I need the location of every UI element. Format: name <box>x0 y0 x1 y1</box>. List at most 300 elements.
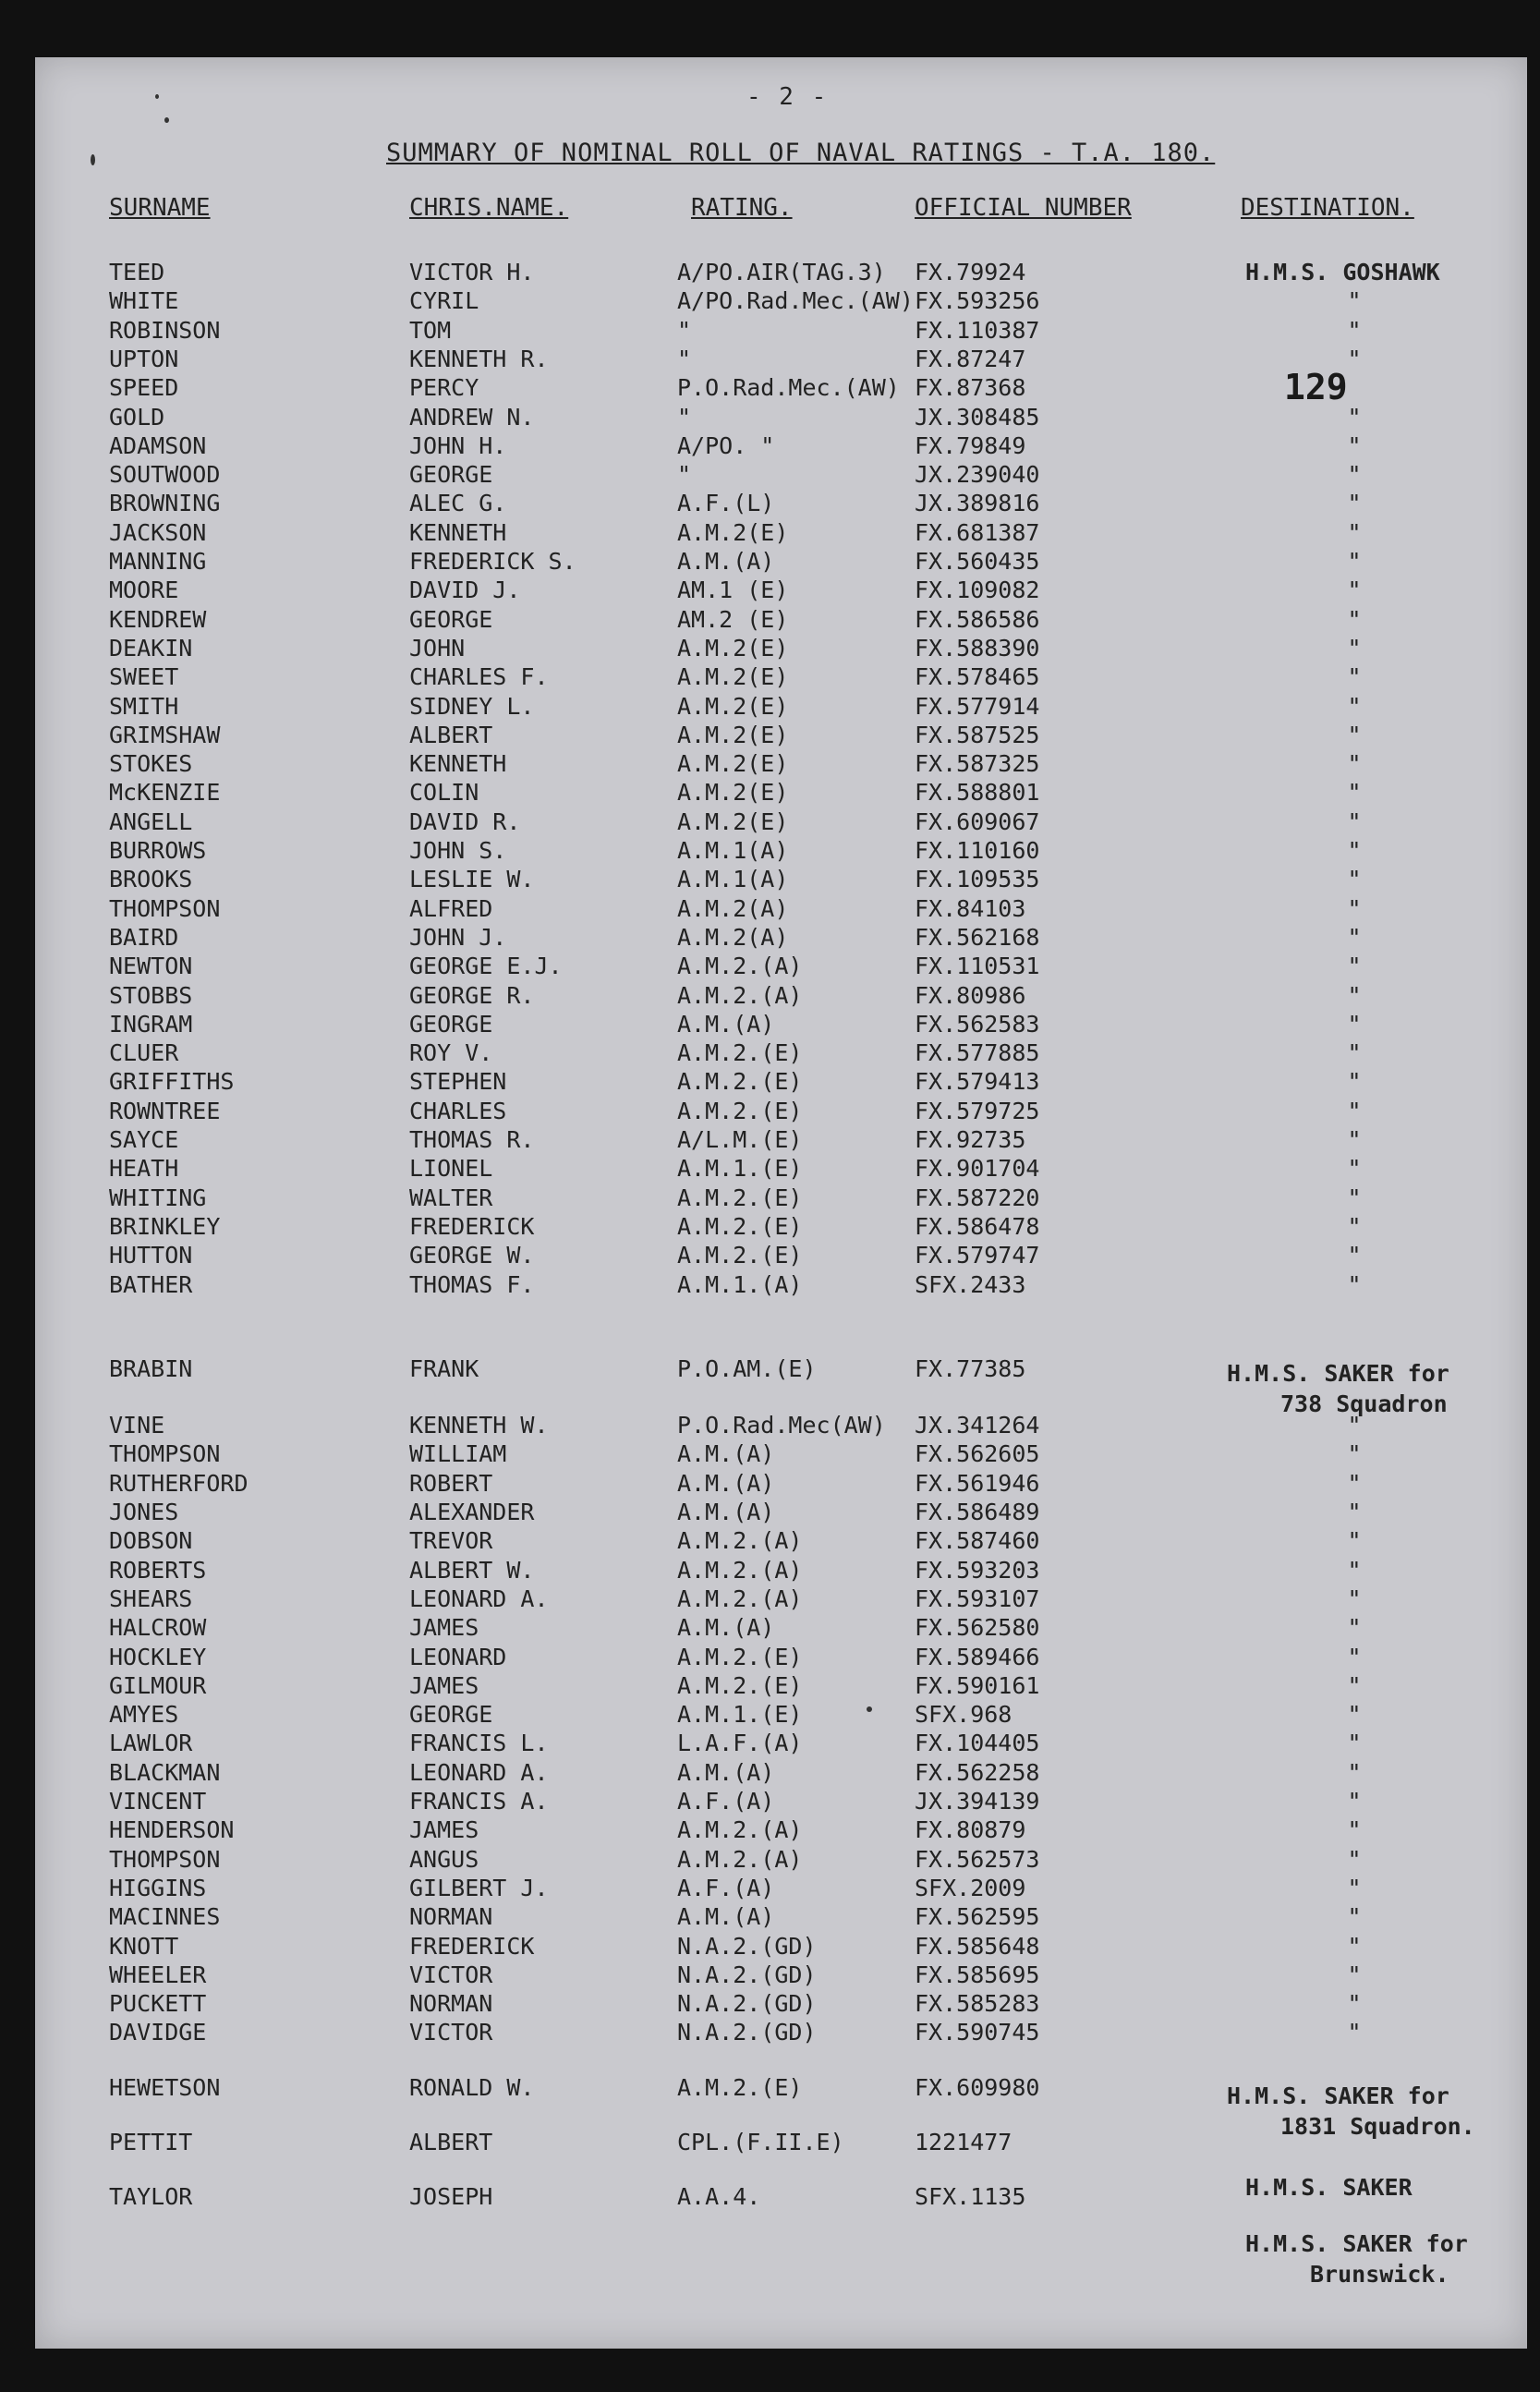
surname-cell: WHEELER <box>109 1961 207 1988</box>
table-row <box>35 1875 1527 1903</box>
official-number-cell: FX.92735 <box>915 1126 1026 1153</box>
rating-cell: P.O.Rad.Mec.(AW) <box>677 374 900 402</box>
christian-name-cell: LEONARD <box>409 1643 507 1670</box>
surname-cell: LAWLOR <box>109 1730 193 1757</box>
rating-cell: A/PO.AIR(TAG.3) <box>677 259 886 285</box>
destination-cell: " <box>1347 431 1362 459</box>
official-number-cell: FX.562573 <box>915 1845 1040 1873</box>
destination-cell: H.M.S. GOSHAWK <box>1245 259 1440 285</box>
table-row <box>35 1184 1527 1213</box>
christian-name-cell: LEONARD A. <box>409 1585 549 1612</box>
table-row <box>35 866 1527 894</box>
christian-name-cell: PERCY <box>409 374 479 402</box>
destination-cell: " <box>1347 1556 1362 1584</box>
destination-cell: " <box>1347 837 1362 864</box>
destination-saker-brunswick <box>1245 2228 1468 2289</box>
official-number-cell: FX.84103 <box>915 894 1026 922</box>
official-number-cell: FX.77385 <box>915 1354 1026 1382</box>
official-number-cell: FX.587460 <box>915 1527 1040 1555</box>
surname-cell: ROBINSON <box>109 316 221 344</box>
table-row <box>35 1585 1527 1614</box>
surname-cell: WHITE <box>109 287 179 315</box>
rating-cell: A.M.(A) <box>677 1758 775 1786</box>
christian-name-cell: ALEC G. <box>409 490 507 517</box>
table-row <box>35 548 1527 577</box>
christian-name-cell: FREDERICK <box>409 1212 535 1240</box>
rating-cell: A.F.(A) <box>677 1788 775 1815</box>
speck <box>867 1706 872 1712</box>
official-number-cell: FX.80879 <box>915 1816 1026 1844</box>
rating-cell: A.M.2(E) <box>677 779 789 807</box>
table-row <box>35 317 1527 346</box>
destination-line: H.M.S. SAKER <box>1245 2174 1413 2201</box>
surname-cell: DAVIDGE <box>109 2019 207 2046</box>
christian-name-cell: KENNETH R. <box>409 345 549 372</box>
surname-cell: KNOTT <box>109 1932 179 1960</box>
table-row <box>35 1242 1527 1270</box>
official-number-cell: FX.562258 <box>915 1758 1040 1786</box>
destination-cell: " <box>1347 605 1362 633</box>
christian-name-cell: VICTOR <box>409 1961 493 1988</box>
destination-cell: " <box>1347 1499 1362 1525</box>
surname-cell: DEAKIN <box>109 634 193 662</box>
table-row <box>35 635 1527 663</box>
christian-name-cell: CHARLES <box>409 1097 507 1124</box>
surname-cell: HENDERSON <box>109 1816 235 1844</box>
official-number-cell: FX.585283 <box>915 1990 1040 2018</box>
surname-cell: SAYCE <box>109 1126 179 1153</box>
surname-cell: UPTON <box>109 345 179 372</box>
table-row <box>35 1039 1527 1068</box>
destination-cell: " <box>1347 953 1362 980</box>
surname-cell: THOMPSON <box>109 894 221 922</box>
official-number-cell: FX.109535 <box>915 866 1040 893</box>
official-number-cell: JX.239040 <box>915 461 1040 489</box>
table-row <box>35 693 1527 722</box>
rating-cell: A.M.2(E) <box>677 518 789 546</box>
christian-name-cell: LEONARD A. <box>409 1758 549 1786</box>
rating-cell: A.M.(A) <box>677 1469 775 1497</box>
surname-cell: HUTTON <box>109 1242 193 1269</box>
surname-cell: PETTIT <box>109 2129 193 2155</box>
christian-name-cell: WALTER <box>409 1184 493 1211</box>
surname-cell: JONES <box>109 1499 179 1525</box>
rating-cell: A.M.1(A) <box>677 837 789 864</box>
destination-cell: " <box>1347 1730 1362 1757</box>
christian-name-cell: FREDERICK S. <box>409 548 576 575</box>
table-row <box>35 1644 1527 1672</box>
table-row <box>35 606 1527 635</box>
surname-cell: McKENZIE <box>109 779 221 807</box>
table-row <box>35 461 1527 490</box>
rating-cell: A.M.2.(A) <box>677 1845 803 1873</box>
rating-cell: P.O.Rad.Mec(AW) <box>677 1412 886 1439</box>
destination-cell: " <box>1347 894 1362 922</box>
surname-cell: WHITING <box>109 1184 207 1211</box>
page-title <box>386 139 1215 167</box>
rating-cell: A.M.2.(E) <box>677 1039 803 1067</box>
rating-cell: A.M.2(A) <box>677 923 789 951</box>
page-number: - 2 - <box>746 83 829 111</box>
destination-line: 738 Squadron <box>1280 1390 1448 1417</box>
rating-cell: A.M.1(A) <box>677 866 789 893</box>
official-number-cell: FX.562605 <box>915 1440 1040 1468</box>
christian-name-cell: KENNETH <box>409 518 507 546</box>
christian-name-cell: THOMAS F. <box>409 1270 535 1298</box>
destination-cell: " <box>1347 1932 1362 1960</box>
table-row <box>35 953 1527 981</box>
table-row <box>35 837 1527 866</box>
christian-name-cell: THOMAS R. <box>409 1126 535 1153</box>
surname-cell: STOBBS <box>109 981 193 1009</box>
official-number-cell: JX.341264 <box>915 1412 1040 1439</box>
official-number-cell: FX.79849 <box>915 431 1026 459</box>
table-row <box>35 1011 1527 1039</box>
surname-cell: BRABIN <box>109 1354 193 1382</box>
rating-cell: A.M.1.(E) <box>677 1155 803 1183</box>
rating-cell: " <box>677 345 692 372</box>
official-number-cell: FX.593256 <box>915 287 1040 315</box>
rating-cell: A.M.2(E) <box>677 692 789 720</box>
table-row <box>35 1440 1527 1469</box>
rating-cell: A.M.2.(E) <box>677 1671 803 1699</box>
christian-name-cell: STEPHEN <box>409 1068 507 1096</box>
rating-cell: " <box>677 461 692 489</box>
christian-name-cell: ALBERT W. <box>409 1556 535 1584</box>
surname-cell: THOMPSON <box>109 1845 221 1873</box>
surname-cell: ROBERTS <box>109 1556 207 1584</box>
christian-name-cell: ROY V. <box>409 1039 493 1067</box>
destination-cell: " <box>1347 1874 1362 1901</box>
surname-cell: GRIMSHAW <box>109 721 221 748</box>
surname-cell: GILMOUR <box>109 1671 207 1699</box>
surname-cell: HEATH <box>109 1155 179 1183</box>
destination-cell: " <box>1347 1068 1362 1096</box>
surname-cell: SMITH <box>109 692 179 720</box>
christian-name-cell: ALFRED <box>409 894 493 922</box>
destination-cell: " <box>1347 1242 1362 1269</box>
official-number-cell: 1221477 <box>915 2129 1013 2155</box>
table-row <box>35 1933 1527 1961</box>
speck <box>164 117 169 123</box>
rating-cell: A.M.2.(E) <box>677 1643 803 1670</box>
official-number-cell: FX.578465 <box>915 663 1040 691</box>
official-number-cell: FX.577914 <box>915 692 1040 720</box>
surname-cell: INGRAM <box>109 1010 193 1038</box>
surname-cell: ADAMSON <box>109 431 207 459</box>
surname-cell: VINE <box>109 1412 165 1439</box>
rating-cell: A.M.(A) <box>677 548 775 575</box>
table-row <box>35 1730 1527 1758</box>
destination-cell: " <box>1347 518 1362 546</box>
official-number-cell: FX.585648 <box>915 1932 1040 1960</box>
table-row <box>35 1098 1527 1126</box>
destination-cell: " <box>1347 1039 1362 1067</box>
official-number-cell: FX.110387 <box>915 316 1040 344</box>
destination-cell: " <box>1347 1155 1362 1183</box>
official-number-cell: SFX.2433 <box>915 1270 1026 1298</box>
surname-cell: BURROWS <box>109 837 207 864</box>
surname-cell: HIGGINS <box>109 1874 207 1901</box>
official-number-cell: FX.560435 <box>915 548 1040 575</box>
official-number-cell: FX.109082 <box>915 577 1040 604</box>
christian-name-cell: GEORGE E.J. <box>409 953 563 980</box>
header-christian-name: CHRIS.NAME. <box>409 194 569 222</box>
rating-cell: A.F.(L) <box>677 490 775 517</box>
surname-cell: VINCENT <box>109 1788 207 1815</box>
rating-cell: A.M.(A) <box>677 1614 775 1642</box>
table-row <box>35 924 1527 953</box>
rating-cell: A.M.2.(E) <box>677 2073 803 2101</box>
destination-cell: " <box>1347 923 1362 951</box>
destination-cell: " <box>1347 721 1362 748</box>
destination-line: Brunswick. <box>1310 2261 1449 2288</box>
destination-line: H.M.S. SAKER for <box>1227 2082 1449 2109</box>
christian-name-cell: TREVOR <box>409 1527 493 1555</box>
rating-cell: A.M.1.(A) <box>677 1270 803 1298</box>
official-number-cell: FX.593107 <box>915 1585 1040 1612</box>
christian-name-cell: GEORGE <box>409 605 493 633</box>
destination-cell: " <box>1347 1845 1362 1873</box>
surname-cell: SHEARS <box>109 1585 193 1612</box>
surname-cell: PUCKETT <box>109 1990 207 2018</box>
table-row <box>35 1155 1527 1184</box>
rating-cell: N.A.2.(GD) <box>677 1932 817 1960</box>
official-number-cell: FX.562583 <box>915 1010 1040 1038</box>
rating-cell: A.M.2.(A) <box>677 1556 803 1584</box>
official-number-cell: SFX.2009 <box>915 1874 1026 1901</box>
official-number-cell: FX.87247 <box>915 345 1026 372</box>
official-number-cell: FX.590745 <box>915 2019 1040 2046</box>
destination-cell: " <box>1347 1585 1362 1612</box>
destination-cell: " <box>1347 1097 1362 1124</box>
table-row <box>35 259 1527 287</box>
christian-name-cell: JAMES <box>409 1614 479 1642</box>
official-number-cell: FX.587525 <box>915 721 1040 748</box>
surname-cell: KENDREW <box>109 605 207 633</box>
destination-cell: " <box>1347 750 1362 778</box>
rating-cell: A.F.(A) <box>677 1874 775 1901</box>
table-row <box>35 1271 1527 1300</box>
destination-cell: " <box>1347 663 1362 691</box>
christian-name-cell: JOHN J. <box>409 923 507 951</box>
christian-name-cell: JOHN S. <box>409 837 507 864</box>
table-row <box>35 490 1527 518</box>
christian-name-cell: FREDERICK <box>409 1932 535 1960</box>
official-number-cell: FX.588801 <box>915 779 1040 807</box>
christian-name-cell: TOM <box>409 316 452 344</box>
destination-cell: " <box>1347 1184 1362 1211</box>
destination-line: H.M.S. SAKER for <box>1227 1360 1449 1387</box>
destination-cell: " <box>1347 1469 1362 1497</box>
christian-name-cell: GEORGE <box>409 461 493 489</box>
rating-cell: A.M.2.(A) <box>677 1816 803 1844</box>
table-row <box>35 577 1527 605</box>
official-number-cell: FX.586489 <box>915 1499 1040 1525</box>
table-row <box>35 982 1527 1011</box>
table-row <box>35 519 1527 548</box>
table-row <box>35 1846 1527 1875</box>
table-row <box>35 663 1527 692</box>
table-row <box>35 346 1527 374</box>
table-row <box>35 1903 1527 1932</box>
christian-name-cell: VICTOR <box>409 2019 493 2046</box>
rating-cell: A.M.2(E) <box>677 750 789 778</box>
surname-cell: HOCKLEY <box>109 1643 207 1670</box>
official-number-cell: FX.579747 <box>915 1242 1040 1269</box>
destination-cell: " <box>1347 287 1362 315</box>
official-number-cell: FX.80986 <box>915 981 1026 1009</box>
official-number-cell: FX.577885 <box>915 1039 1040 1067</box>
christian-name-cell: GEORGE <box>409 1010 493 1038</box>
destination-cell: " <box>1347 692 1362 720</box>
rating-cell: A.M.2(E) <box>677 721 789 748</box>
christian-name-cell: FRANK <box>409 1354 479 1382</box>
surname-cell: THOMPSON <box>109 1440 221 1468</box>
rating-cell: A/L.M.(E) <box>677 1126 803 1153</box>
destination-cell: " <box>1347 1903 1362 1931</box>
surname-cell: MACINNES <box>109 1903 221 1931</box>
official-number-cell: FX.586478 <box>915 1212 1040 1240</box>
official-number-cell: FX.588390 <box>915 634 1040 662</box>
christian-name-cell: VICTOR H. <box>409 259 535 285</box>
rating-cell: A.M.2(E) <box>677 634 789 662</box>
surname-cell: JACKSON <box>109 518 207 546</box>
speck <box>155 94 159 99</box>
rating-cell: A.A.4. <box>677 2183 761 2211</box>
official-number-cell: JX.389816 <box>915 490 1040 517</box>
official-number-cell: FX.681387 <box>915 518 1040 546</box>
rating-cell: A.M.2.(A) <box>677 1527 803 1555</box>
christian-name-cell: GILBERT J. <box>409 1874 549 1901</box>
destination-saker <box>1245 2172 1413 2203</box>
official-number-cell: FX.104405 <box>915 1730 1040 1757</box>
christian-name-cell: RONALD W. <box>409 2073 535 2101</box>
surname-cell: SWEET <box>109 663 179 691</box>
table-row <box>35 1990 1527 2019</box>
official-number-cell: FX.579725 <box>915 1097 1040 1124</box>
surname-cell: GRIFFITHS <box>109 1068 235 1096</box>
table-row <box>35 1961 1527 1990</box>
destination-cell: " <box>1347 866 1362 893</box>
table-row <box>35 1527 1527 1556</box>
pencil-number: 129 <box>1284 367 1348 407</box>
rating-cell: " <box>677 316 692 344</box>
christian-name-cell: JOSEPH <box>409 2183 493 2211</box>
christian-name-cell: GEORGE W. <box>409 1242 535 1269</box>
table-row <box>35 808 1527 837</box>
destination-cell: " <box>1347 1788 1362 1815</box>
surname-cell: RUTHERFORD <box>109 1469 249 1497</box>
christian-name-cell: ANGUS <box>409 1845 479 1873</box>
christian-name-cell: DAVID R. <box>409 807 521 835</box>
official-number-cell: FX.586586 <box>915 605 1040 633</box>
official-number-cell: FX.87368 <box>915 374 1026 402</box>
official-number-cell: FX.562580 <box>915 1614 1040 1642</box>
table-row <box>35 1126 1527 1155</box>
table-row <box>35 374 1527 403</box>
rating-cell: A.M.2.(E) <box>677 1184 803 1211</box>
christian-name-cell: LIONEL <box>409 1155 493 1183</box>
christian-name-cell: CYRIL <box>409 287 479 315</box>
table-row <box>35 1557 1527 1585</box>
destination-cell: " <box>1347 1961 1362 1988</box>
table-row <box>35 750 1527 779</box>
rating-cell: A.M.2.(E) <box>677 1068 803 1096</box>
official-number-cell: FX.79924 <box>915 259 1026 285</box>
rating-cell: N.A.2.(GD) <box>677 1961 817 1988</box>
table-row <box>35 1614 1527 1643</box>
rating-cell: A/PO.Rad.Mec.(AW) <box>677 287 914 315</box>
destination-cell: " <box>1347 779 1362 807</box>
christian-name-cell: GEORGE R. <box>409 981 535 1009</box>
destination-cell: " <box>1347 1643 1362 1670</box>
official-number-cell: FX.589466 <box>915 1643 1040 1670</box>
official-number-cell: FX.587220 <box>915 1184 1040 1211</box>
destination-cell: " <box>1347 1671 1362 1699</box>
christian-name-cell: KENNETH W. <box>409 1412 549 1439</box>
surname-cell: HEWETSON <box>109 2073 221 2101</box>
destination-cell: " <box>1347 1614 1362 1642</box>
destination-cell: " <box>1347 807 1362 835</box>
rating-cell: A/PO. " <box>677 431 775 459</box>
table-row <box>35 1068 1527 1097</box>
table-row <box>35 2019 1527 2047</box>
speck <box>91 154 95 165</box>
official-number-cell: FX.561946 <box>915 1469 1040 1497</box>
rating-cell: AM.2 (E) <box>677 605 789 633</box>
official-number-cell: FX.590161 <box>915 1671 1040 1699</box>
christian-name-cell: KENNETH <box>409 750 507 778</box>
surname-cell: AMYES <box>109 1701 179 1729</box>
rating-cell: P.O.AM.(E) <box>677 1354 817 1382</box>
rating-cell: A.M.2.(E) <box>677 1097 803 1124</box>
rating-cell: A.M.2.(E) <box>677 1242 803 1269</box>
destination-cell: " <box>1347 981 1362 1009</box>
header-official-number: OFFICIAL NUMBER <box>915 194 1132 222</box>
destination-cell: " <box>1347 403 1362 431</box>
destination-cell: " <box>1347 1527 1362 1555</box>
official-number-cell: FX.901704 <box>915 1155 1040 1183</box>
rating-cell: A.M.2.(A) <box>677 981 803 1009</box>
destination-cell: " <box>1347 345 1362 372</box>
header-surname: SURNAME <box>109 194 211 222</box>
table-row <box>35 1672 1527 1701</box>
rating-cell: A.M.(A) <box>677 1499 775 1525</box>
christian-name-cell: FRANCIS L. <box>409 1730 549 1757</box>
rating-cell: CPL.(F.II.E) <box>677 2129 844 2155</box>
table-row <box>35 1213 1527 1242</box>
christian-name-cell: ALBERT <box>409 721 493 748</box>
surname-cell: BROWNING <box>109 490 221 517</box>
christian-name-cell: WILLIAM <box>409 1440 507 1468</box>
table-row <box>35 287 1527 316</box>
destination-cell: " <box>1347 461 1362 489</box>
surname-cell: TEED <box>109 259 165 285</box>
official-number-cell: FX.593203 <box>915 1556 1040 1584</box>
surname-cell: ANGELL <box>109 807 193 835</box>
official-number-cell: SFX.968 <box>915 1701 1013 1729</box>
rating-cell: A.M.(A) <box>677 1010 775 1038</box>
title-text: SUMMARY OF NOMINAL ROLL OF NAVAL RATINGS - T.A. 180. <box>386 139 1216 167</box>
rating-cell: A.M.2.(E) <box>677 1212 803 1240</box>
christian-name-cell: NORMAN <box>409 1903 493 1931</box>
rating-cell: A.M.(A) <box>677 1440 775 1468</box>
destination-cell: " <box>1347 1990 1362 2018</box>
surname-cell: SPEED <box>109 374 179 402</box>
christian-name-cell: NORMAN <box>409 1990 493 2018</box>
surname-cell: STOKES <box>109 750 193 778</box>
